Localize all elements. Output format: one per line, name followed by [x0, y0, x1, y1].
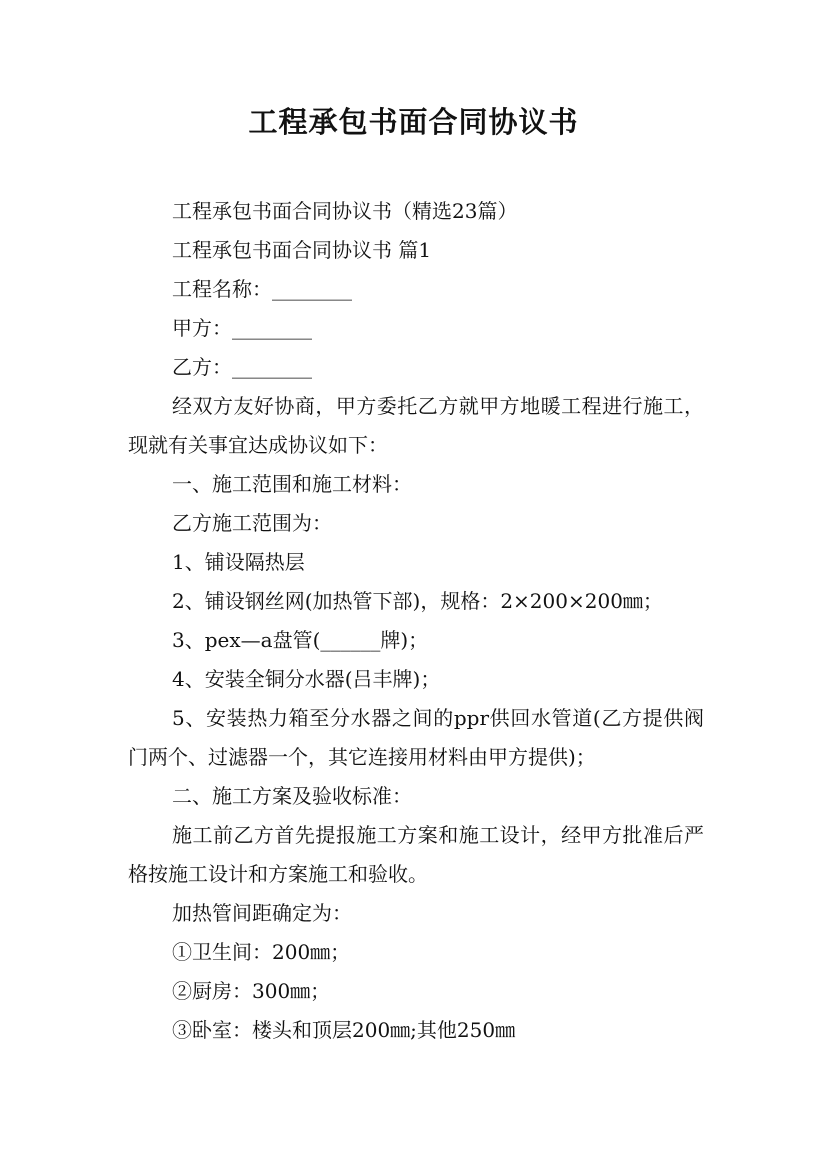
paragraph-item-3: 3、pex—a盘管(______牌)；: [172, 628, 429, 652]
paragraph-scope-heading: 乙方施工范围为：: [172, 511, 332, 535]
paragraph-intro: 经双方友好协商，甲方委托乙方就甲方地暖工程进行施工，现就有关事宜达成协议如下：: [128, 394, 704, 457]
paragraph-item-2: 2、铺设钢丝网(加热管下部)，规格：2×200×200㎜；: [172, 589, 663, 613]
document-body: [128, 192, 704, 1050]
paragraph-spacing-kitchen: ②厨房：300㎜；: [172, 979, 331, 1003]
paragraph-section-2-heading: 二、施工方案及验收标准：: [172, 784, 412, 808]
paragraph-party-b: 乙方：________: [172, 355, 312, 379]
paragraph-project-name: 工程名称：________: [172, 277, 352, 301]
paragraph-series-title: 工程承包书面合同协议书（精选23篇）: [172, 199, 518, 223]
paragraph-spacing-bathroom: ①卫生间：200㎜；: [172, 940, 351, 964]
paragraph-item-5: 5、安装热力箱至分水器之间的ppr供回水管道(乙方提供阀门两个、过滤器一个，其它连接用材料由甲方提供)；: [128, 706, 704, 769]
paragraph-section-1-heading: 一、施工范围和施工材料：: [172, 472, 412, 496]
paragraph-spacing-bedroom: ③卧室：楼头和顶层200㎜;其他250㎜: [172, 1018, 516, 1042]
paragraph-party-a: 甲方：________: [172, 316, 312, 340]
paragraph-spacing-heading: 加热管间距确定为：: [172, 901, 352, 925]
paragraph-item-1: 1、铺设隔热层: [172, 550, 305, 574]
paragraph-item-4: 4、安装全铜分水器(吕丰牌)；: [172, 667, 441, 691]
paragraph-chapter-title: 工程承包书面合同协议书 篇1: [172, 238, 432, 262]
paragraph-plan-approval: 施工前乙方首先提报施工方案和施工设计，经甲方批准后严格按施工设计和方案施工和验收。: [128, 823, 704, 886]
document-title: 工程承包书面合同协议书: [248, 105, 579, 139]
